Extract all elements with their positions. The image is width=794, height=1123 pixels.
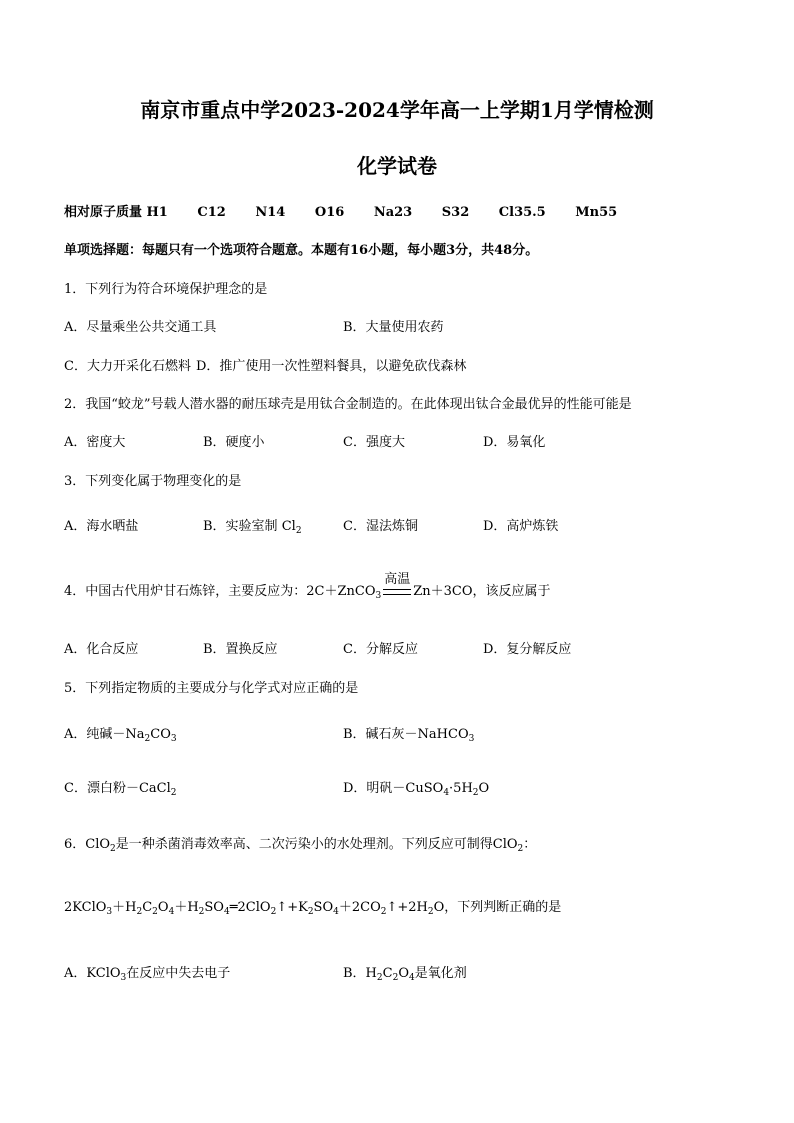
q2-option-c: C．强度大: [343, 435, 405, 450]
question-3-stem: 3．下列变化属于物理变化的是: [64, 474, 242, 489]
question-1-stem: 1．下列行为符合环境保护理念的是: [64, 282, 268, 297]
q4-option-c: C．分解反应: [343, 642, 418, 657]
q2-option-b: B．硬度小: [203, 435, 265, 450]
atomic-mass-item: C12: [197, 205, 226, 220]
q5-option-b: B．碱石灰－NaHCO$_3$: [343, 727, 475, 744]
atomic-mass-item: Na23: [373, 205, 413, 220]
q3-option-a: A．海水晒盐: [64, 519, 139, 534]
atomic-mass-item: Mn55: [575, 205, 618, 220]
q4-option-a: A．化合反应: [64, 642, 139, 657]
q2-option-d: D．易氧化: [483, 435, 546, 450]
question-6-equation: $2KClO_3+H_2C_2O_4+H_2SO_4═2ClO_2↑+K_2SO_4+2CO_2↑+2H_2O$，下列判断正确的是: [64, 900, 562, 917]
exam-subtitle: 化学试卷: [357, 154, 437, 178]
atomic-mass-item: N14: [255, 205, 286, 220]
exam-title: 南京市重点中学2023-2024学年高一上学期1月学情检测: [140, 98, 654, 122]
q6-option-a: A．KClO$_3$在反应中失去电子: [64, 966, 231, 983]
atomic-mass-label: 相对原子质量 H1: [64, 205, 168, 220]
q1-option-c: C．大力开采化石燃料: [64, 359, 191, 374]
q3-option-b: B．实验室制 $Cl_2$: [203, 519, 302, 536]
atomic-mass-line: [64, 201, 642, 220]
q1-option-a: A．尽量乘坐公共交通工具: [64, 320, 217, 335]
question-5-stem: 5．下列指定物质的主要成分与化学式对应正确的是: [64, 681, 359, 696]
atomic-mass-item: S32: [441, 205, 470, 220]
atomic-mass-item: O16: [314, 205, 345, 220]
q5-option-c: C．漂白粉－CaCl$_2$: [64, 781, 177, 798]
question-6-stem: 6．ClO$_2$是一种杀菌消毒效率高、二次污染小的水处理剂。下列反应可制得ClO$_2$：: [64, 837, 537, 854]
reaction-condition: 高温: [381, 584, 413, 599]
q3-option-d: D．高炉炼铁: [483, 519, 559, 534]
q4-option-d: D．复分解反应: [483, 642, 572, 657]
question-2-stem: 2．我国“蛟龙”号载人潜水器的耐压球壳是用钛合金制造的。在此体现出钛合金最优异的性能可能是: [64, 397, 632, 412]
atomic-mass-item: Cl35.5: [498, 205, 546, 220]
q5-option-d: D．明矾$-CuSO_4\cdot 5H_2O$: [343, 781, 490, 798]
section-heading: 单项选择题：每题只有一个选项符合题意。本题有16小题，每小题3分，共48分。: [64, 243, 539, 258]
q6-option-b: B．$H_2C_2O_4$是氧化剂: [343, 966, 467, 983]
q4-option-b: B．置换反应: [203, 642, 278, 657]
q2-option-a: A．密度大: [64, 435, 126, 450]
question-4-stem: 4．中国古代用炉甘石炼锌，主要反应为：2C＋ZnCO$_3$ 高温 Zn＋3CO，该反应属于: [64, 572, 551, 601]
q1-option-b: B．大量使用农药: [343, 320, 444, 335]
q1-option-d: D．推广使用一次性塑料餐具，以避免砍伐森林: [196, 359, 467, 374]
q3-option-c: C．湿法炼铜: [343, 519, 418, 534]
q5-option-a: A．纯碱$-Na_2CO_3$: [64, 727, 177, 744]
